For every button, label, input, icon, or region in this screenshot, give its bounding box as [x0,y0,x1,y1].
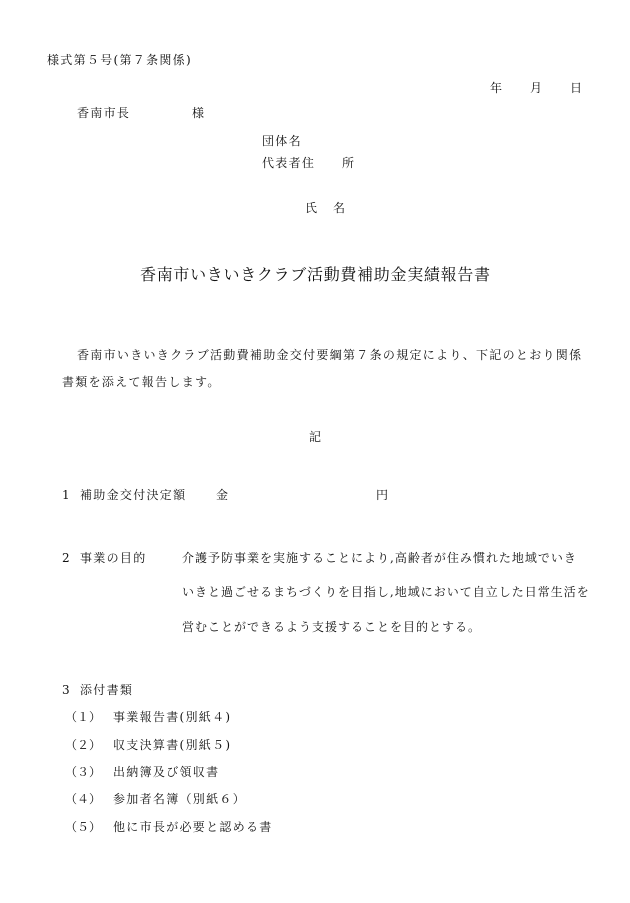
document-title: 香南市いきいきクラブ活動費補助金実績報告書 [140,265,491,284]
date-year-label: 年 [490,81,504,95]
attachment-item-number: （３） [65,765,102,779]
date-day-label: 日 [570,81,584,95]
attachment-item-number: （４） [65,792,102,806]
form-number: 様式第５号(第７条関係) [47,53,192,67]
attachment-item-text: 参加者名簿（別紙６） [113,792,247,806]
representative-address-label-tail: 所 [342,156,356,170]
purpose-line-1: 介護予防事業を実施することにより,高齢者が住み慣れた地域でいき [182,551,577,565]
representative-address-label: 代表者住 [262,156,316,170]
attachment-item-text: 事業報告書(別紙４) [113,710,232,724]
section-1-label: 補助金交付決定額 [80,488,187,502]
section-3-number: 3 [62,683,70,697]
date-month-label: 月 [530,81,544,95]
body-line-1: 香南市いきいきクラブ活動費補助金交付要綱第７条の規定により、下記のとおり関係 [77,348,583,362]
attachment-item-text: 他に市長が必要と認める書 [113,820,273,834]
addressee-honorific: 様 [192,106,206,120]
addressee-name: 香南市長 [77,106,131,120]
attachment-item-number: （２） [65,738,102,752]
representative-name-label-first: 氏 [305,201,319,215]
amount-unit: 円 [376,488,390,502]
org-name-label: 団体名 [262,134,302,148]
purpose-line-3: 営むことができるよう支援することを目的とする。 [182,620,482,634]
section-3-label: 添付書類 [80,683,134,697]
representative-name-label-second: 名 [333,201,347,215]
attachment-item-text: 出納簿及び領収書 [113,765,220,779]
attachment-item-number: （５） [65,820,102,834]
body-line-2: 書類を添えて報告します。 [62,375,221,389]
attachment-item-text: 収支決算書(別紙５) [113,738,232,752]
section-1-number: 1 [62,488,70,502]
ki-heading: 記 [309,430,323,444]
section-2-label: 事業の目的 [80,551,147,565]
section-2-number: 2 [62,551,70,565]
amount-prefix: 金 [216,488,230,502]
attachment-item-number: （１） [65,710,102,724]
purpose-line-2: いきと過ごせるまちづくりを目指し,地域において自立した日常生活を [182,585,590,599]
